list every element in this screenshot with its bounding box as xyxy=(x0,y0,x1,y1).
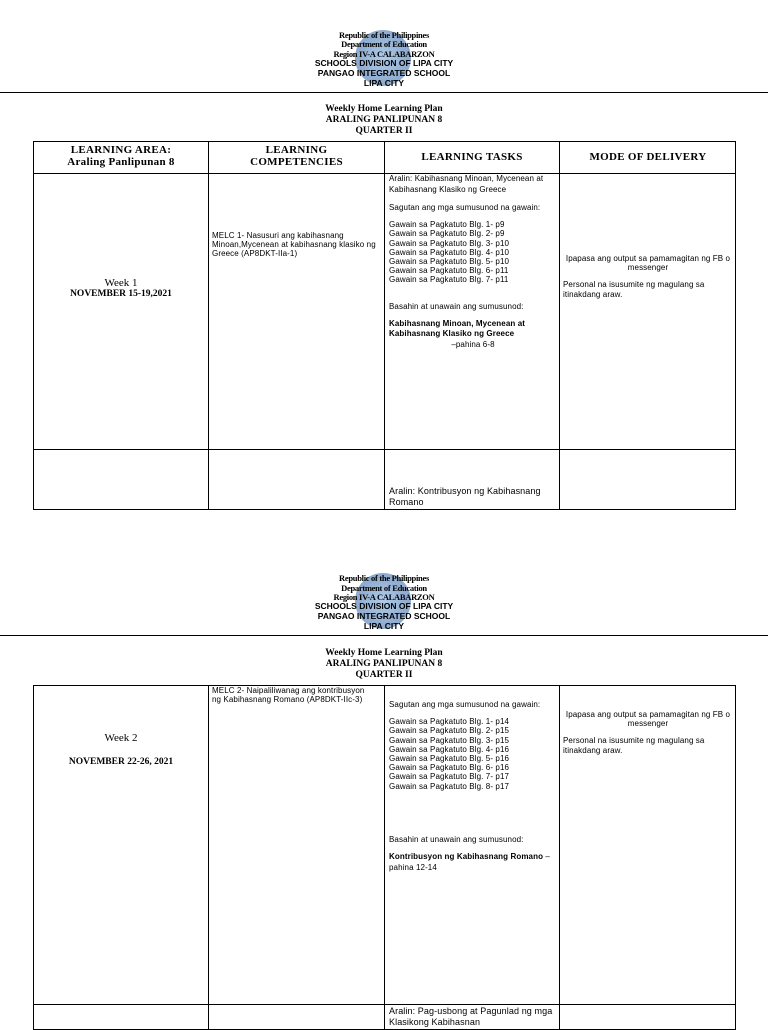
column-header-competencies: LEARNING COMPETENCIES xyxy=(250,144,343,168)
week-2-task-item: Gawain sa Pagkatuto Blg. 4- p16 xyxy=(389,744,510,754)
week-2-tasks xyxy=(389,700,557,873)
week-1-task-item: Gawain sa Pagkatuto Blg. 1- p9 xyxy=(389,220,505,230)
header-line-republic: Republic of the Philippines xyxy=(339,30,429,40)
week-1-tasks xyxy=(389,174,557,349)
week-1-reading-pages: –pahina 6-8 xyxy=(451,339,495,349)
header-line-department: Department of Education xyxy=(341,583,427,593)
week-1-task-item: Gawain sa Pagkatuto Blg. 5- p10 xyxy=(389,257,510,267)
header-line-republic: Republic of the Philippines xyxy=(339,573,429,583)
week-1-instruction: Sagutan ang mga sumusunod na gawain: xyxy=(389,203,541,212)
plan-title-line1: Weekly Home Learning Plan xyxy=(325,648,443,658)
plan-title-line3: QUARTER II xyxy=(355,670,413,680)
week-1-reading-title: Kabihasnang Minoan, Mycenean at Kabihasnang Klasiko ng Greece xyxy=(389,318,526,339)
header-line-region: Region IV-A CALABARZON xyxy=(333,49,435,59)
header-line-school: PANGAO INTEGRATED SCHOOL xyxy=(317,611,451,621)
week-2-mode-personal: Personal na isusumite ng magulang sa itinakdang araw. xyxy=(563,736,705,755)
header-line-school: PANGAO INTEGRATED SCHOOL xyxy=(317,68,451,78)
week-2-dates: NOVEMBER 22-26, 2021 xyxy=(68,757,174,767)
week-1-next-aralin: Aralin: Kontribusyon ng Kabihasnang Romano xyxy=(389,486,541,507)
header-line-department: Department of Education xyxy=(341,39,427,49)
week-1-aralin: Aralin: Kabihasnang Minoan, Mycenean at Kabihasnang Klasiko ng Greece xyxy=(389,174,544,194)
week-1-task-item: Gawain sa Pagkatuto Blg. 3- p10 xyxy=(389,238,510,248)
week-2-task-list xyxy=(389,717,557,791)
week-2-mode xyxy=(563,710,733,755)
week-2-task-item: Gawain sa Pagkatuto Blg. 7- p17 xyxy=(389,772,510,782)
week-1-label: Week 1 xyxy=(104,277,138,289)
week-2-competency: MELC 2- Naipaliliwanag ang kontribusyon ng Kabihasnang Romano (AP8DKT-IIc-3) xyxy=(212,686,365,705)
column-header-mode: MODE OF DELIVERY xyxy=(589,151,707,163)
header-line-division: SCHOOLS DIVISION OF LIPA CITY xyxy=(314,58,454,68)
week-2-task-item: Gawain sa Pagkatuto Blg. 8- p17 xyxy=(389,781,510,791)
week-1-task-item: Gawain sa Pagkatuto Blg. 2- p9 xyxy=(389,229,505,239)
week-1-task-item: Gawain sa Pagkatuto Blg. 7- p11 xyxy=(389,275,509,285)
week-2-mode-online: Ipapasa ang output sa pamamagitan ng FB o messenger xyxy=(565,710,731,729)
week-1-mode-online: Ipapasa ang output sa pamamagitan ng FB o messenger xyxy=(565,254,731,273)
week-2-instruction: Sagutan ang mga sumusunod na gawain: xyxy=(389,700,541,709)
week-2-next-aralin: Aralin: Pag-usbong at Pagunlad ng mga Klasikong Kabihasnan xyxy=(389,1006,553,1027)
week-1-competency: MELC 1- Nasusuri ang kabihasnang Minoan,Mycenean at kabihasnang klasiko ng Greece (AP8DKT-IIa-1) xyxy=(212,231,376,259)
week-2-reading-pages: –pahina 12-14 xyxy=(389,852,550,872)
plan-title-line2: ARALING PANLIPUNAN 8 xyxy=(325,115,443,125)
header-line-region: Region IV-A CALABARZON xyxy=(333,592,435,602)
week-1-dates: NOVEMBER 15-19,2021 xyxy=(70,289,172,299)
week-2-read-instruction: Basahin at unawain ang sumusunod: xyxy=(389,834,524,844)
week-2-reading-title: Kontribusyon ng Kabihasnang Romano –pahina 12-14 xyxy=(389,852,550,872)
header-line-city: LIPA CITY xyxy=(363,621,405,631)
week-2-task-item: Gawain sa Pagkatuto Blg. 5- p16 xyxy=(389,754,510,764)
week-2-task-item: Gawain sa Pagkatuto Blg. 1- p14 xyxy=(389,717,510,727)
week-1-read-instruction: Basahin at unawain ang sumusunod: xyxy=(389,301,524,311)
week-2-label: Week 2 xyxy=(104,732,138,744)
week-1-mode xyxy=(563,254,733,299)
week-1-task-item: Gawain sa Pagkatuto Blg. 6- p11 xyxy=(389,266,509,276)
column-header-tasks: LEARNING TASKS xyxy=(421,151,523,163)
header-divider xyxy=(0,92,768,93)
header-line-division: SCHOOLS DIVISION OF LIPA CITY xyxy=(314,601,454,611)
week-1-cell xyxy=(34,277,208,300)
header-divider xyxy=(0,635,768,636)
week-1-mode-personal: Personal na isusumite ng magulang sa itinakdang araw. xyxy=(563,280,705,299)
column-header-learning-area: LEARNING AREA: Araling Panlipunan 8 xyxy=(67,144,175,168)
week-1-task-list xyxy=(389,220,557,284)
week-2-cell xyxy=(34,732,208,768)
plan-title-line2: ARALING PANLIPUNAN 8 xyxy=(325,659,443,669)
week-2-task-item: Gawain sa Pagkatuto Blg. 2- p15 xyxy=(389,726,510,736)
plan-title-line3: QUARTER II xyxy=(355,126,413,136)
week-2-task-item: Gawain sa Pagkatuto Blg. 6- p16 xyxy=(389,763,510,773)
plan-title-line1: Weekly Home Learning Plan xyxy=(325,104,443,114)
week-2-task-item: Gawain sa Pagkatuto Blg. 3- p15 xyxy=(389,735,510,745)
week-1-task-item: Gawain sa Pagkatuto Blg. 4- p10 xyxy=(389,247,510,257)
header-line-city: LIPA CITY xyxy=(363,78,405,88)
